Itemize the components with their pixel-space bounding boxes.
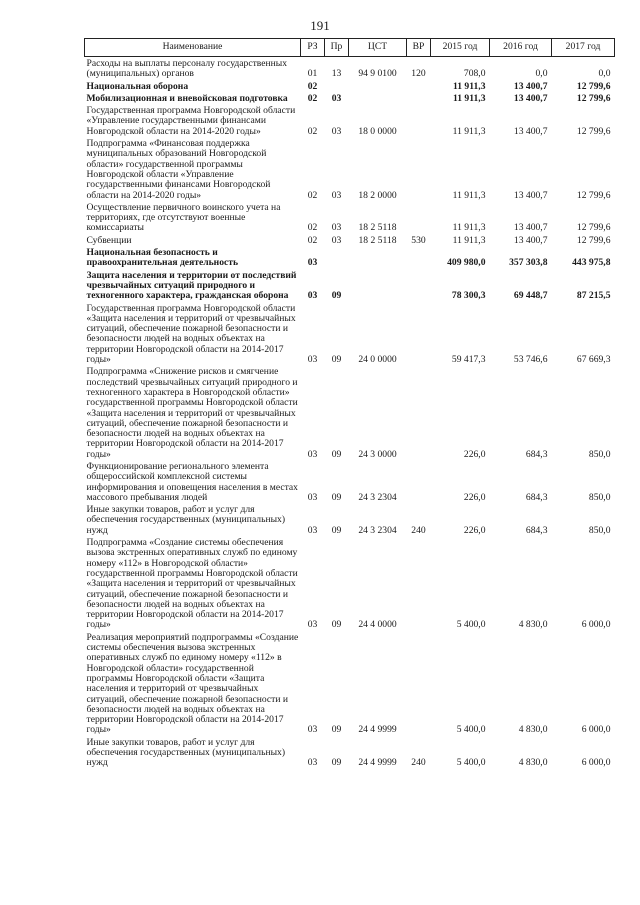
row-cst-cell: 18 2 0000 [358, 189, 397, 201]
row-2016-cell: 684,3 [525, 491, 548, 503]
table-row [85, 80, 615, 92]
row-2017-cell: 12 799,6 [576, 189, 611, 201]
header-2015: 2015 год [431, 39, 490, 57]
budget-table [84, 38, 615, 769]
row-2015-cell: 5 400,0 [456, 619, 486, 631]
row-name-cell: Государственная программа Новгородской области «Управление государственными финансами Новгородской области на 2014-2020 годы» [86, 105, 296, 137]
row-2017-cell: 12 799,6 [576, 80, 611, 92]
row-2015-cell: 409 980,0 [447, 257, 486, 269]
row-rz-cell: 01 [307, 68, 318, 80]
row-2016-cell: 13 400,7 [513, 234, 548, 246]
row-vr-cell [407, 92, 431, 104]
table-row [85, 246, 615, 269]
row-rz-cell: 03 [307, 448, 318, 460]
table-row [85, 137, 615, 201]
table-row [85, 201, 615, 234]
row-vr-cell [407, 302, 431, 366]
row-vr-cell: 240 [411, 757, 426, 769]
header-name: Наименование [85, 39, 301, 57]
row-2017-cell: 67 669,3 [576, 354, 611, 366]
row-2015-cell: 226,0 [463, 448, 486, 460]
row-rz-cell: 02 [307, 80, 318, 92]
row-name-cell: Государственная программа Новгородской области «Защита населения и территорий от чрезвычайных ситуаций, обеспечение пожарной безопасности и безопасности людей на водных объектах на территории Новгородской области на 2014-2017 годы» [86, 302, 296, 366]
row-vr-cell [407, 137, 431, 201]
header-vr: ВР [407, 39, 431, 57]
page-number: 191 [310, 18, 330, 33]
row-cst-cell: 24 0 0000 [358, 354, 397, 366]
row-pr-cell: 09 [331, 757, 342, 769]
row-pr-cell: 03 [331, 125, 342, 137]
table-row [85, 302, 615, 366]
row-2016-cell: 13 400,7 [513, 125, 548, 137]
row-rz-cell: 03 [307, 524, 318, 536]
row-2016-cell: 13 400,7 [513, 222, 548, 234]
row-2015-cell: 226,0 [463, 524, 486, 536]
row-cst-cell: 18 2 5118 [358, 234, 397, 246]
row-2017-cell: 850,0 [588, 524, 611, 536]
row-name-cell: Национальная оборона [86, 80, 189, 92]
row-2015-cell: 11 911,3 [452, 222, 486, 234]
row-2016-cell: 684,3 [525, 448, 548, 460]
row-name-cell: Иные закупки товаров, работ и услуг для обеспечения государственных (муниципальных) нужд [86, 504, 286, 536]
row-cst-cell: 94 9 0100 [358, 68, 397, 80]
row-cst-cell: 24 3 2304 [358, 491, 397, 503]
row-2015-cell: 59 417,3 [451, 354, 486, 366]
row-2015-cell: 11 911,3 [452, 92, 486, 104]
row-rz-cell: 02 [307, 125, 318, 137]
table-header-row [85, 39, 615, 57]
row-name-cell: Функционирование регионального элемента общероссийской комплексной системы информирования и оповещения населения в местах массового пребывания людей [86, 460, 298, 503]
row-pr-cell [325, 246, 349, 269]
row-2017-cell: 6 000,0 [581, 619, 611, 631]
row-pr-cell: 09 [331, 290, 342, 302]
row-2017-cell: 850,0 [588, 491, 611, 503]
table-row [85, 92, 615, 104]
table-row [85, 503, 615, 536]
row-cst-cell: 24 4 9999 [358, 724, 397, 736]
row-2015-cell: 11 911,3 [452, 189, 486, 201]
header-rz: РЗ [301, 39, 325, 57]
row-name-cell: Подпрограмма «Снижение рисков и смягчение последствий чрезвычайных ситуаций природного и техногенного характера в Новгородской области» государственной программы Новгородской области «Защита населения и территорий от чрезвычайных ситуаций, обеспечение пожарной безопасности и безопасности людей на водных объектах на территории Новгородской области на 2014-2017 годы» [86, 366, 298, 460]
row-2016-cell: 684,3 [525, 524, 548, 536]
row-2016-cell: 0,0 [535, 68, 548, 80]
row-name-cell: Подпрограмма «Создание системы обеспечения вызова экстренных оперативных служб по единому номеру «112» в Новгородской области» государственной программы Новгородской области «Защита населения и территорий от чрезвычайных ситуаций, обеспечение пожарной безопасности и безопасности людей на водных объектах на территории Новгородской области на 2014-2017 годы» [86, 537, 298, 631]
row-2016-cell: 4 830,0 [518, 724, 548, 736]
row-2017-cell: 6 000,0 [581, 724, 611, 736]
table-row [85, 365, 615, 460]
row-vr-cell [407, 246, 431, 269]
row-2016-cell: 13 400,7 [513, 189, 548, 201]
row-2017-cell: 6 000,0 [581, 757, 611, 769]
row-vr-cell [407, 460, 431, 503]
row-pr-cell: 03 [331, 222, 342, 234]
table-row [85, 269, 615, 302]
row-vr-cell: 120 [411, 68, 426, 80]
row-rz-cell: 02 [307, 234, 318, 246]
row-2015-cell: 11 911,3 [452, 80, 486, 92]
row-cst-cell: 24 3 2304 [358, 524, 397, 536]
row-cst-cell [349, 269, 407, 302]
row-pr-cell: 03 [331, 189, 342, 201]
row-2016-cell: 357 303,8 [509, 257, 548, 269]
table-row [85, 57, 615, 80]
row-vr-cell [407, 269, 431, 302]
row-vr-cell: 530 [411, 234, 426, 246]
row-2017-cell: 443 975,8 [572, 257, 611, 269]
row-cst-cell: 18 0 0000 [358, 125, 397, 137]
row-pr-cell: 09 [331, 524, 342, 536]
row-cst-cell [349, 92, 407, 104]
row-2017-cell: 12 799,6 [576, 125, 611, 137]
row-cst-cell: 24 3 0000 [358, 448, 397, 460]
row-pr-cell: 09 [331, 619, 342, 631]
row-2017-cell: 850,0 [588, 448, 611, 460]
header-pr: Пр [325, 39, 349, 57]
row-pr-cell: 13 [331, 68, 342, 80]
table-row [85, 536, 615, 631]
row-rz-cell: 03 [307, 619, 318, 631]
row-2016-cell: 13 400,7 [513, 92, 548, 104]
row-name-cell: Мобилизационная и вневойсковая подготовка [86, 92, 288, 104]
row-2017-cell: 12 799,6 [576, 222, 611, 234]
row-name-cell: Расходы на выплаты персоналу государственных (муниципальных) органов [86, 58, 288, 80]
row-pr-cell: 03 [331, 92, 342, 104]
row-name-cell: Осуществление первичного воинского учета на территориях, где отсутствуют военные комиссариаты [86, 201, 281, 234]
row-cst-cell: 24 4 0000 [358, 619, 397, 631]
row-vr-cell [407, 201, 431, 234]
row-2015-cell: 11 911,3 [452, 125, 486, 137]
header-2017: 2017 год [552, 39, 615, 57]
row-name-cell: Реализация мероприятий подпрограммы «Создание системы обеспечения вызова экстренных оперативных служб по единому номеру «112» в Новгородской области» государственной программы Новгородской области «Защита населения и территорий от чрезвычайных ситуаций, обеспечение пожарной безопасности и безопасности людей на водных объектах на территории Новгородской области на 2014-2017 годы» [86, 631, 299, 736]
row-name-cell: Иные закупки товаров, работ и услуг для обеспечения государственных (муниципальных) нужд [86, 736, 286, 769]
table-row [85, 234, 615, 246]
row-2015-cell: 226,0 [463, 491, 486, 503]
row-2016-cell: 4 830,0 [518, 619, 548, 631]
row-cst-cell [349, 246, 407, 269]
header-cst: ЦСТ [349, 39, 407, 57]
row-name-cell: Защита населения и территории от последствий чрезвычайных ситуаций природного и техногенного характера, гражданская оборона [86, 269, 297, 302]
row-vr-cell [407, 80, 431, 92]
table-row [85, 104, 615, 137]
row-2017-cell: 12 799,6 [576, 234, 611, 246]
row-rz-cell: 03 [307, 724, 318, 736]
row-rz-cell: 02 [307, 189, 318, 201]
row-vr-cell [407, 631, 431, 736]
row-rz-cell: 03 [307, 491, 318, 503]
row-2015-cell: 78 300,3 [451, 290, 486, 302]
table-row [85, 460, 615, 503]
table-body [85, 57, 615, 769]
row-pr-cell: 09 [331, 491, 342, 503]
table-row [85, 631, 615, 736]
header-2016: 2016 год [490, 39, 552, 57]
row-2017-cell: 12 799,6 [576, 92, 611, 104]
row-2015-cell: 5 400,0 [456, 724, 486, 736]
table-row [85, 736, 615, 769]
row-cst-cell [349, 80, 407, 92]
row-rz-cell: 02 [307, 222, 318, 234]
row-rz-cell: 02 [307, 92, 318, 104]
row-2016-cell: 53 746,6 [513, 354, 548, 366]
row-vr-cell [407, 104, 431, 137]
row-name-cell: Национальная безопасность и правоохранительная деятельность [86, 247, 239, 269]
row-pr-cell: 09 [331, 448, 342, 460]
row-cst-cell: 24 4 9999 [358, 757, 397, 769]
row-rz-cell: 03 [307, 354, 318, 366]
row-2015-cell: 11 911,3 [452, 234, 486, 246]
row-2017-cell: 87 215,5 [576, 290, 611, 302]
row-rz-cell: 03 [307, 290, 318, 302]
row-pr-cell [325, 80, 349, 92]
row-vr-cell [407, 536, 431, 631]
row-pr-cell: 03 [331, 234, 342, 246]
row-name-cell: Подпрограмма «Финансовая поддержка муниципальных образований Новгородской области» государственной программы Новгородской области «Управление государственными финансами Новгородской области на 2014-2020 годы» [86, 138, 271, 201]
row-pr-cell: 09 [331, 724, 342, 736]
row-pr-cell: 09 [331, 354, 342, 366]
row-2015-cell: 5 400,0 [456, 757, 486, 769]
row-name-cell: Субвенции [86, 234, 132, 246]
row-rz-cell: 03 [307, 757, 318, 769]
row-2016-cell: 13 400,7 [513, 80, 548, 92]
row-2016-cell: 4 830,0 [518, 757, 548, 769]
row-2015-cell: 708,0 [463, 68, 486, 80]
row-cst-cell: 18 2 5118 [358, 222, 397, 234]
row-2017-cell: 0,0 [598, 68, 611, 80]
row-2016-cell: 69 448,7 [513, 290, 548, 302]
row-vr-cell [407, 365, 431, 460]
row-rz-cell: 03 [307, 257, 318, 269]
row-vr-cell: 240 [411, 524, 426, 536]
